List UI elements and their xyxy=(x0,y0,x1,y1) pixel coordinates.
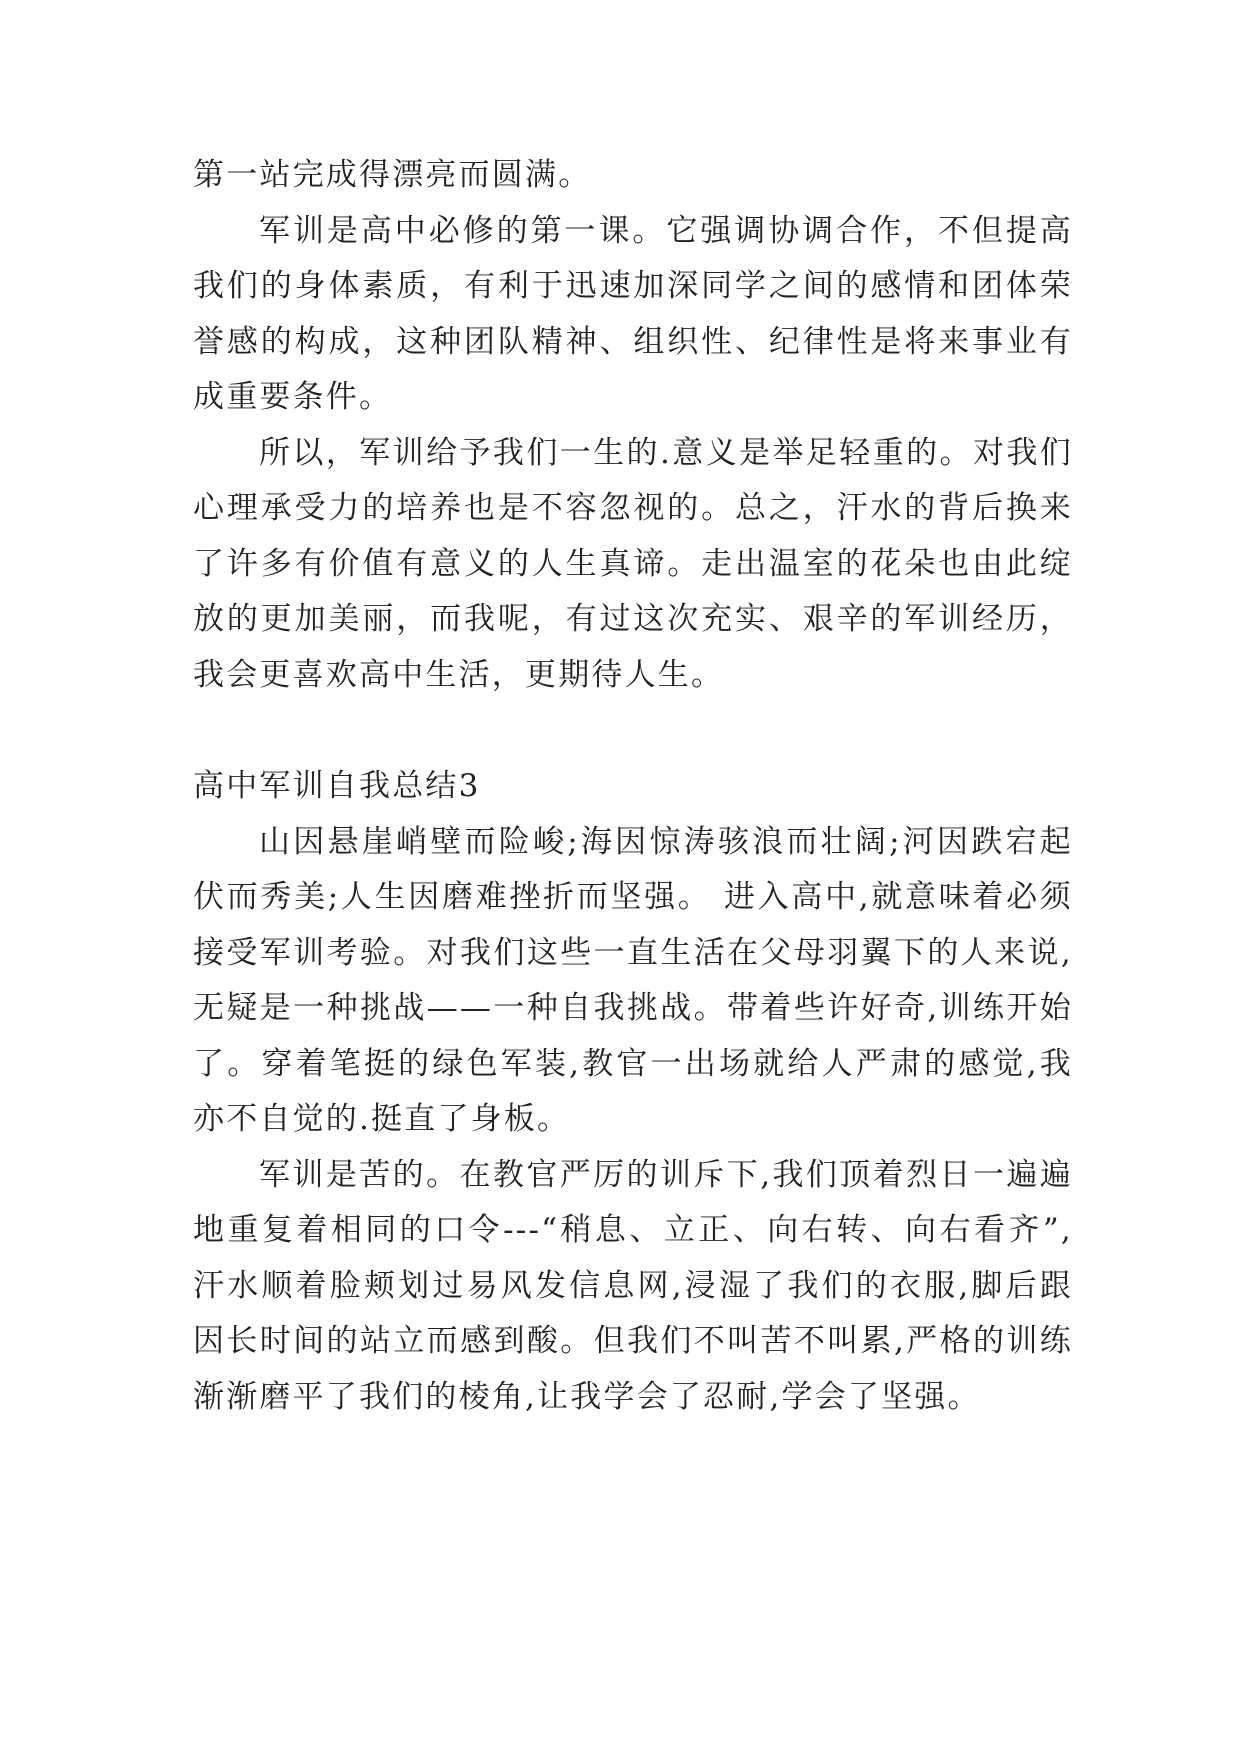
paragraph-2: 军训是高中必修的第一课。它强调协调合作，不但提高我们的身体素质，有利于迅速加深同学之间的感情和团体荣誉感的构成，这种团队精神、组织性、纪律性是将来事业有成重要条件。 xyxy=(193,212,1073,415)
section-paragraph-2: 军训是苦的。在教官严厉的训斥下,我们顶着烈日一遍遍地重复着相同的口令---“稍息、立正、向右转、向右看齐”,汗水顺着脸颊划过易风发信息网,浸湿了我们的衣服,脚后跟因长时间的站立而感到酸。但我们不叫苦不叫累,严格的训练渐渐磨平了我们的棱角,让我学会了忍耐,学会了坚强。 xyxy=(193,1156,1073,1415)
paragraph-3: 所以，军训给予我们一生的.意义是举足轻重的。对我们心理承受力的培养也是不容忽视的。总之，汗水的背后换来了许多有价值有意义的人生真谛。走出温室的花朵也由此绽放的更加美丽，而我呢，有过这次充实、艰辛的军训经历，我会更喜欢高中生活，更期待人生。 xyxy=(193,434,1073,693)
paragraph-1: 第一站完成得漂亮而圆满。 xyxy=(193,157,592,193)
section-heading: 高中军训自我总结3 xyxy=(193,768,481,804)
section-paragraph-1: 山因悬崖峭壁而险峻;海因惊涛骇浪而壮阔;河因跌宕起伏而秀美;人生因磨难挫折而坚强。 进入高中,就意味着必须接受军训考验。对我们这些一直生活在父母羽翼下的人来说,无疑是一种挑战——一种自我挑战。带着些许好奇,训练开始了。穿着笔挺的绿色军装,教官一出场就给人严肃的感觉,我亦不自觉的.挺直了身板。 xyxy=(193,823,1073,1137)
document-body xyxy=(193,148,1073,1425)
